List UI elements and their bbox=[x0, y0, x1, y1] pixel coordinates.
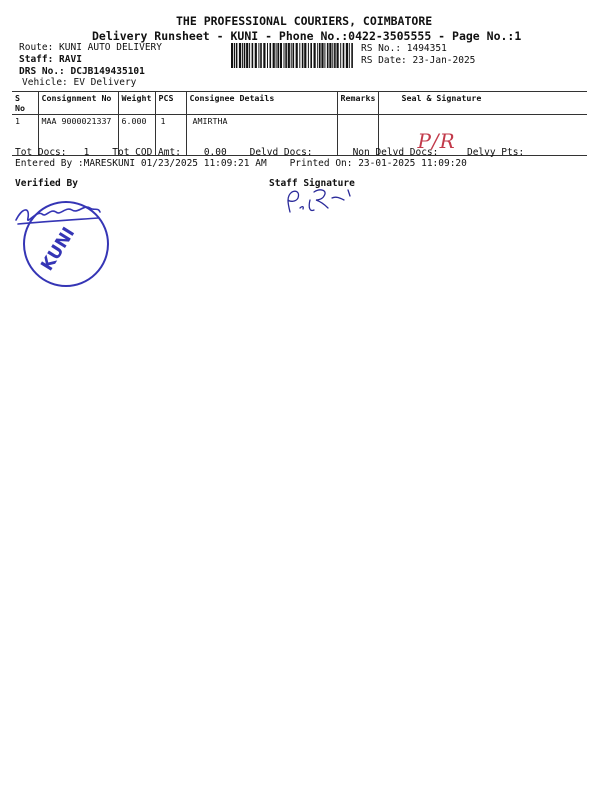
tot-docs-value: 1 bbox=[83, 147, 90, 158]
tot-docs-label: Tot Docs: bbox=[15, 147, 67, 158]
barcode-bar bbox=[258, 43, 259, 68]
barcode-bar bbox=[249, 43, 250, 68]
totals-line bbox=[15, 147, 524, 158]
company-title: THE PROFESSIONAL COURIERS, COIMBATORE bbox=[176, 14, 433, 28]
verified-by-label: Verified By bbox=[15, 178, 78, 189]
barcode-bar bbox=[273, 43, 275, 68]
barcode-bar bbox=[252, 43, 254, 68]
barcode-bar bbox=[288, 43, 290, 68]
barcode-bar bbox=[329, 43, 331, 68]
non-delvd-docs-label: Non Delvd Docs: bbox=[352, 147, 439, 158]
barcode-bar bbox=[349, 43, 350, 68]
barcode-bar bbox=[255, 43, 257, 68]
barcode-bar bbox=[231, 43, 233, 68]
col-header-sno: S No bbox=[12, 92, 38, 115]
rs-number: RS No.: 1494351 bbox=[361, 43, 447, 54]
barcode-bar bbox=[319, 43, 321, 68]
barcode-bar bbox=[337, 43, 339, 68]
barcode-bar bbox=[284, 43, 285, 68]
barcode-bar bbox=[314, 43, 316, 68]
col-header-remarks: Remarks bbox=[337, 92, 379, 115]
col-header-pcs: PCS bbox=[155, 92, 186, 115]
barcode-bar bbox=[332, 43, 333, 68]
barcode-bar bbox=[321, 43, 323, 68]
runsheet-title: Delivery Runsheet - KUNI - Phone No.:0422-3505555 - Page No.:1 bbox=[92, 29, 522, 43]
cell-sno: 1 bbox=[12, 115, 38, 156]
stamp-text: KUNI bbox=[37, 223, 80, 275]
entered-by: Entered By :MARESKUNI 01/23/2025 11:09:21 AM bbox=[15, 158, 267, 169]
barcode-bar bbox=[267, 43, 268, 68]
barcode-bar bbox=[324, 43, 325, 68]
barcode-bar bbox=[276, 43, 277, 68]
col-header-seal: Seal & Signature bbox=[401, 93, 482, 103]
barcode-bar bbox=[239, 43, 241, 68]
barcode-bar bbox=[244, 43, 246, 68]
delvd-docs-label: Delvd Docs: bbox=[249, 147, 313, 158]
barcode-bar bbox=[317, 43, 318, 68]
barcode-bar bbox=[236, 43, 238, 68]
route-line: Route: KUNI AUTO DELIVERY bbox=[19, 42, 162, 53]
barcode-bar bbox=[234, 43, 235, 68]
barcode-bar bbox=[260, 43, 262, 68]
table-header-row bbox=[12, 92, 587, 115]
barcode-bar bbox=[304, 43, 306, 68]
barcode-bar bbox=[327, 43, 329, 68]
barcode-bar bbox=[310, 43, 312, 68]
handwritten-pr: P/R bbox=[417, 129, 456, 153]
tot-cod-value: 0.00 bbox=[203, 147, 227, 158]
barcode-bar bbox=[343, 43, 345, 68]
barcode-bar bbox=[280, 43, 282, 68]
barcode-bar bbox=[302, 43, 304, 68]
barcode-bar bbox=[270, 43, 272, 68]
barcode-bar bbox=[285, 43, 287, 68]
tot-cod-label: Tot COD Amt: bbox=[112, 147, 181, 158]
printed-on: Printed On: 23-01-2025 11:09:20 bbox=[289, 158, 467, 169]
cell-consignment: MAA 9000021337 bbox=[38, 115, 118, 156]
barcode-bar bbox=[291, 43, 292, 68]
barcode-bar bbox=[296, 43, 298, 68]
barcode-bar bbox=[299, 43, 300, 68]
barcode-bar bbox=[246, 43, 248, 68]
rs-date: RS Date: 23-Jan-2025 bbox=[361, 55, 476, 66]
barcode-bar bbox=[293, 43, 295, 68]
staff-signature-scribble bbox=[280, 186, 360, 216]
barcode-bar bbox=[308, 43, 309, 68]
vehicle-line: Vehicle: EV Delivery bbox=[22, 77, 137, 88]
col-header-consignee: Consignee Details bbox=[186, 92, 337, 115]
staff-line: Staff: RAVI bbox=[19, 54, 82, 65]
staff-signature-label: Staff Signature bbox=[269, 178, 355, 189]
drs-label: DRS No.: bbox=[19, 66, 65, 77]
barcode-bar bbox=[346, 43, 348, 68]
barcode-bar bbox=[340, 43, 341, 68]
verifier-scribble bbox=[16, 207, 100, 224]
delvy-pts-label: Delvy Pts: bbox=[466, 147, 525, 158]
barcode bbox=[231, 43, 355, 68]
verification-stamp bbox=[10, 198, 110, 292]
barcode-bar bbox=[351, 43, 353, 68]
drs-line bbox=[19, 66, 145, 77]
cell-consignee: AMIRTHA bbox=[186, 115, 337, 156]
cell-pcs: 1 bbox=[155, 115, 186, 156]
barcode-bar bbox=[263, 43, 265, 68]
barcode-bar bbox=[334, 43, 336, 68]
col-header-weight: Weight bbox=[118, 92, 155, 115]
entry-line bbox=[15, 158, 467, 169]
barcode-bar bbox=[242, 43, 243, 68]
cell-weight: 6.000 bbox=[118, 115, 155, 156]
drs-value: DCJB149435101 bbox=[70, 66, 145, 77]
barcode-bar bbox=[277, 43, 279, 68]
col-header-consignment: Consignment No bbox=[38, 92, 118, 115]
